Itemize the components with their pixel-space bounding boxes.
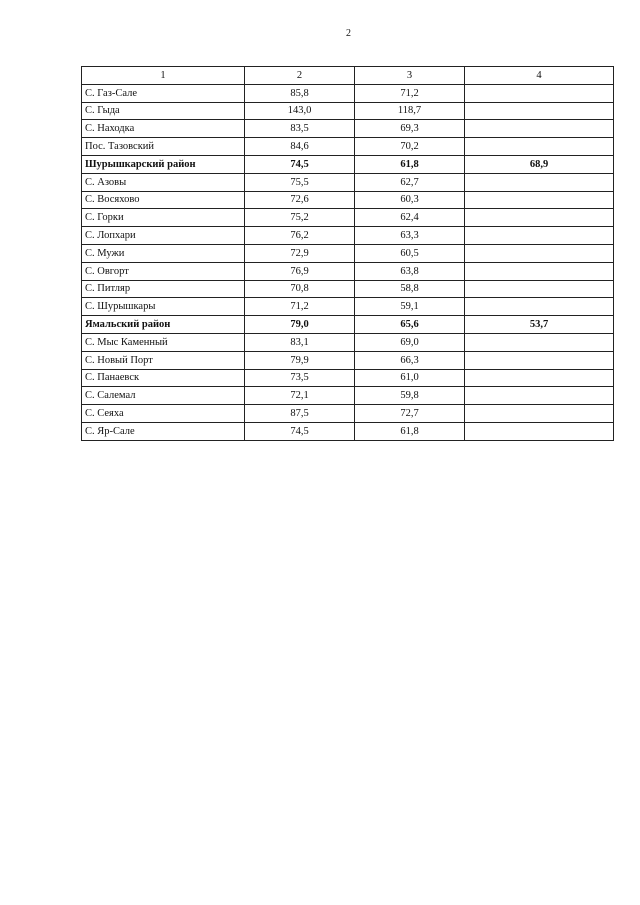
- value-cell: [465, 102, 614, 120]
- value-cell: 72,7: [355, 405, 465, 423]
- value-cell: 72,6: [245, 191, 355, 209]
- value-cell: 65,6: [355, 316, 465, 334]
- header-cell: 1: [82, 67, 245, 85]
- value-cell: [465, 280, 614, 298]
- value-cell: [465, 173, 614, 191]
- row-name-cell: С. Восяхово: [82, 191, 245, 209]
- value-cell: 76,2: [245, 227, 355, 245]
- value-cell: 61,0: [355, 369, 465, 387]
- row-name-cell: С. Лопхари: [82, 227, 245, 245]
- value-cell: 75,2: [245, 209, 355, 227]
- row-name-cell: Ямальский район: [82, 316, 245, 334]
- value-cell: 70,2: [355, 138, 465, 156]
- value-cell: [465, 298, 614, 316]
- row-name-cell: С. Горки: [82, 209, 245, 227]
- row-name-cell: С. Яр-Сале: [82, 422, 245, 440]
- value-cell: 72,1: [245, 387, 355, 405]
- value-cell: 79,0: [245, 316, 355, 334]
- value-cell: 62,7: [355, 173, 465, 191]
- row-name-cell: С. Панаевск: [82, 369, 245, 387]
- value-cell: [465, 333, 614, 351]
- value-cell: 83,1: [245, 333, 355, 351]
- value-cell: [465, 262, 614, 280]
- row-name-cell: С. Салемал: [82, 387, 245, 405]
- value-cell: 63,8: [355, 262, 465, 280]
- table-row: [82, 120, 614, 138]
- value-cell: 73,5: [245, 369, 355, 387]
- value-cell: 66,3: [355, 351, 465, 369]
- value-cell: 59,1: [355, 298, 465, 316]
- row-name-cell: С. Газ-Сале: [82, 84, 245, 102]
- value-cell: 69,3: [355, 120, 465, 138]
- value-cell: [465, 387, 614, 405]
- table-row: [82, 173, 614, 191]
- row-name-cell: Шурышкарский район: [82, 155, 245, 173]
- value-cell: 74,5: [245, 422, 355, 440]
- value-cell: 63,3: [355, 227, 465, 245]
- table-row: [82, 369, 614, 387]
- value-cell: 60,3: [355, 191, 465, 209]
- table-row: [82, 422, 614, 440]
- value-cell: 74,5: [245, 155, 355, 173]
- data-table: [81, 66, 614, 441]
- value-cell: 79,9: [245, 351, 355, 369]
- table-body: [82, 84, 614, 440]
- row-name-cell: С. Мужи: [82, 244, 245, 262]
- row-name-cell: С. Находка: [82, 120, 245, 138]
- value-cell: 85,8: [245, 84, 355, 102]
- district-row: [82, 316, 614, 334]
- value-cell: 87,5: [245, 405, 355, 423]
- table-row: [82, 191, 614, 209]
- value-cell: 61,8: [355, 155, 465, 173]
- value-cell: 60,5: [355, 244, 465, 262]
- value-cell: 71,2: [245, 298, 355, 316]
- value-cell: [465, 191, 614, 209]
- row-name-cell: С. Азовы: [82, 173, 245, 191]
- table-row: [82, 351, 614, 369]
- value-cell: 76,9: [245, 262, 355, 280]
- value-cell: 68,9: [465, 155, 614, 173]
- value-cell: 84,6: [245, 138, 355, 156]
- value-cell: 71,2: [355, 84, 465, 102]
- value-cell: 72,9: [245, 244, 355, 262]
- value-cell: 75,5: [245, 173, 355, 191]
- table-row: [82, 244, 614, 262]
- value-cell: [465, 405, 614, 423]
- header-cell: 4: [465, 67, 614, 85]
- value-cell: 59,8: [355, 387, 465, 405]
- table-row: [82, 84, 614, 102]
- value-cell: [465, 351, 614, 369]
- value-cell: 69,0: [355, 333, 465, 351]
- value-cell: 118,7: [355, 102, 465, 120]
- value-cell: [465, 369, 614, 387]
- row-name-cell: С. Мыс Каменный: [82, 333, 245, 351]
- header-cell: 2: [245, 67, 355, 85]
- table-row: [82, 387, 614, 405]
- table-row: [82, 298, 614, 316]
- table-row: [82, 280, 614, 298]
- table-row: [82, 102, 614, 120]
- row-name-cell: С. Гыда: [82, 102, 245, 120]
- value-cell: [465, 84, 614, 102]
- row-name-cell: С. Шурышкары: [82, 298, 245, 316]
- value-cell: 143,0: [245, 102, 355, 120]
- table-row: [82, 209, 614, 227]
- value-cell: [465, 227, 614, 245]
- header-row: [82, 67, 614, 85]
- value-cell: 70,8: [245, 280, 355, 298]
- table-row: [82, 405, 614, 423]
- value-cell: 58,8: [355, 280, 465, 298]
- value-cell: [465, 120, 614, 138]
- value-cell: 83,5: [245, 120, 355, 138]
- value-cell: [465, 138, 614, 156]
- row-name-cell: С. Новый Порт: [82, 351, 245, 369]
- district-row: [82, 155, 614, 173]
- page-number: 2: [346, 28, 351, 39]
- row-name-cell: Пос. Тазовский: [82, 138, 245, 156]
- value-cell: [465, 422, 614, 440]
- row-name-cell: С. Сеяха: [82, 405, 245, 423]
- header-cell: 3: [355, 67, 465, 85]
- value-cell: 53,7: [465, 316, 614, 334]
- row-name-cell: С. Овгорт: [82, 262, 245, 280]
- table-row: [82, 262, 614, 280]
- value-cell: [465, 209, 614, 227]
- table-row: [82, 227, 614, 245]
- value-cell: 62,4: [355, 209, 465, 227]
- row-name-cell: С. Питляр: [82, 280, 245, 298]
- table-row: [82, 333, 614, 351]
- table-row: [82, 138, 614, 156]
- value-cell: [465, 244, 614, 262]
- value-cell: 61,8: [355, 422, 465, 440]
